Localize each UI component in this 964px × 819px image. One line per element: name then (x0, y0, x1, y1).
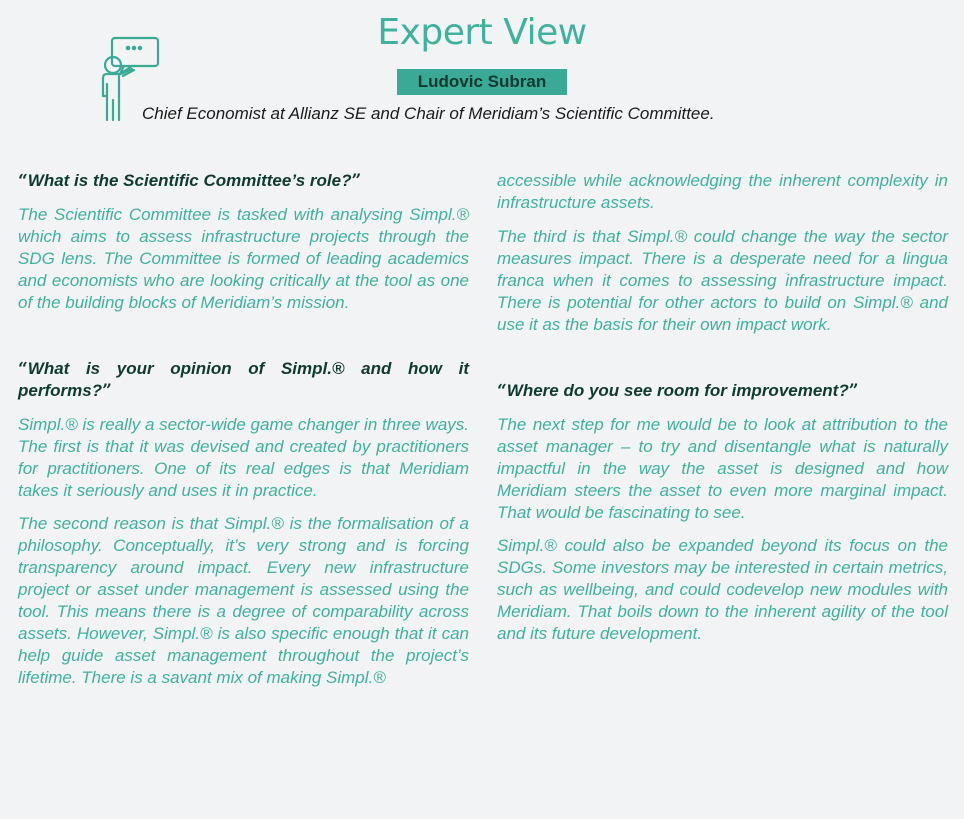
answer-paragraph: Simpl.® is really a sector-wide game changer in three ways. The first is that it was devised and created by practitioners for practitioners. One of its real edges is that Meridiam takes it seriously and uses it in practice. (18, 415, 469, 500)
header (0, 0, 964, 140)
open-quote-mark: “ (18, 359, 28, 379)
close-quote-mark: ” (351, 171, 362, 191)
close-quote-mark: ” (102, 381, 112, 401)
question-text: What is the Scientific Committee’s role? (27, 171, 352, 190)
close-quote-mark: ” (848, 381, 859, 401)
right-column (497, 170, 948, 645)
question-text: What is your opinion of Simpl.® and how it performs? (18, 359, 469, 400)
left-column (18, 170, 469, 689)
expert-name-badge: Ludovic Subran (397, 69, 567, 95)
answer-paragraph: The next step for me would be to look at attribution to the asset manager – to try and disentangle what is naturally impactful in the way the asset is designed and how Meridiam steers the asset to even more marginal impact. That would be fascinating to see. (497, 415, 948, 522)
open-quote-mark: “ (497, 381, 507, 401)
question-heading (18, 358, 469, 402)
question-heading (497, 380, 948, 402)
answer-paragraph: Simpl.® could also be expanded beyond its focus on the SDGs. Some investors may be interested in certain metrics, such as wellbeing, and could codevelop new modules with Meridiam. That boils down to the inherent agility of the tool and its future development. (497, 536, 948, 643)
answer-paragraph: The Scientific Committee is tasked with analysing Simpl.® which aims to assess infrastructure projects through the SDG lens. The Committee is formed of leading academics and economists who are looking critically at the tool as one of the building blocks of Meridiam’s mission. (18, 205, 469, 312)
question-text: Where do you see room for improvement? (506, 381, 849, 400)
question-heading (18, 170, 469, 192)
answer-paragraph: The third is that Simpl.® could change the way the sector measures impact. There is a desperate need for a lingua franca when it comes to assessing infrastructure impact. There is potential for other actors to build on Simpl.® and use it as the basis for their own impact work. (497, 227, 948, 334)
open-quote-mark: “ (18, 171, 28, 191)
expert-role: Chief Economist at Allianz SE and Chair of Meridiam’s Scientific Committee. (142, 104, 715, 123)
page-title: Expert View (377, 12, 587, 53)
answer-paragraph: accessible while acknowledging the inherent complexity in infrastructure assets. (497, 171, 948, 212)
answer-paragraph: The second reason is that Simpl.® is the formalisation of a philosophy. Conceptually, it’s very strong and is forcing transparency around impact. Every new infrastructure project or asset under management is assessed using the tool. This means there is a degree of comparability across assets. However, Simpl.® is also specific enough that it can help guide asset management throughout the project’s lifetime. There is a savant mix of making Simpl.® (18, 514, 469, 687)
